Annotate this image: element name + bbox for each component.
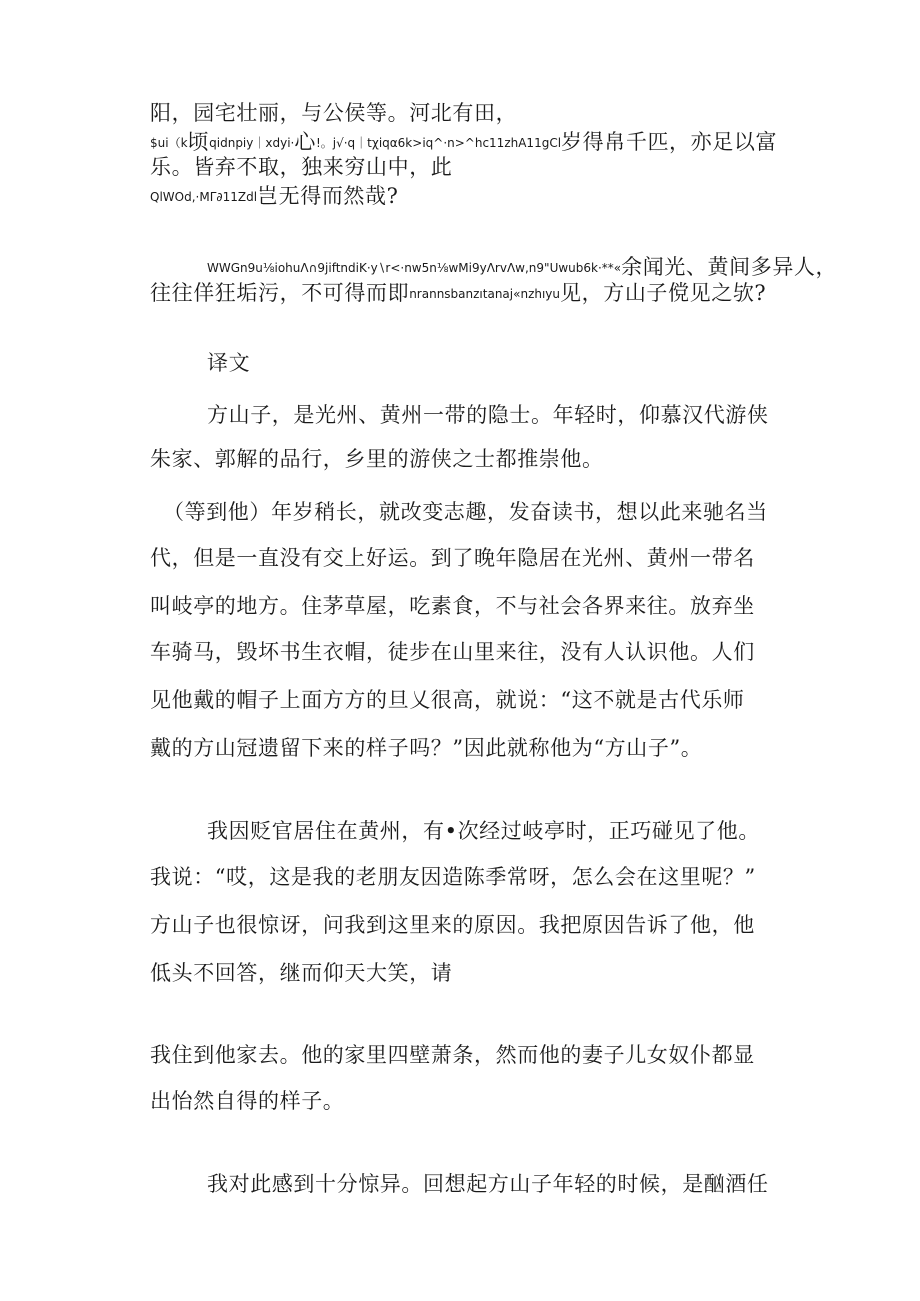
original-line — [150, 182, 399, 211]
original-text: 顷 — [187, 130, 210, 154]
ocr-noise-text: nrannsbanzıtanaj«nzhıyu — [409, 287, 561, 301]
original-text: 见，方山子傥见之欤? — [560, 281, 767, 305]
ocr-noise-text: $ui（k — [150, 136, 188, 150]
translation-line: 我说：“哎，这是我的老朋友因造陈季常呀，怎么会在这里呢？” — [150, 865, 756, 889]
translation-line: 车骑马，毁坏书生衣帽，徒步在山里来往，没有人认识他。人们 — [150, 640, 755, 664]
translation-heading: 译文 — [207, 351, 251, 375]
translation-line: 朱家、郭解的品行，乡里的游侠之士都推崇他。 — [150, 447, 604, 471]
translation-line: 方山子也很惊讶，问我到这里来的原因。我把原因告诉了他，他 — [150, 913, 755, 937]
translation-line: 我因贬官居住在黄州，有•次经过岐亭时，正巧碰见了他。 — [207, 819, 760, 843]
translation-line: （等到他）年岁稍长，就改变志趣，发奋读书，想以此来驰名当 — [163, 500, 768, 524]
translation-line: 出怡然自得的样子。 — [150, 1089, 345, 1113]
original-text: 阳，园宅壮丽，与公侯等。河北有田， — [150, 101, 518, 125]
translation-line: 低头不回答，继而仰天大笑，请 — [150, 961, 453, 985]
original-text: 岁得帛千匹，亦足以富 — [561, 130, 778, 154]
ocr-noise-text: WWGn9u⅛iohuΛ∩9jiftndiK·y∖r<·nw5n⅛wMi9yΛrvΛw,n9"Uwub6k·**« — [207, 261, 622, 275]
ocr-noise-text: QlWOd,·MΓ∂11Zdl — [150, 190, 258, 204]
translation-line: 代，但是一直没有交上好运。到了晚年隐居在光州、黄州一带名 — [150, 546, 755, 570]
original-text: 余闻光、黄间多异人， — [621, 255, 838, 279]
original-text: 心 — [294, 130, 316, 154]
ocr-noise-text: !。j√·q｜tχiqα6k>iq^·n>^hc11zhA11gCl — [315, 136, 562, 150]
original-text: 往往佯狂垢污，不可得而即 — [150, 281, 410, 305]
ocr-noise-text: qidnpiy｜xdyi· — [209, 136, 295, 150]
original-text: 乐。皆弃不取，独来穷山中，此 — [150, 155, 453, 179]
original-line — [150, 153, 452, 181]
original-text: 岂无得而然哉? — [257, 184, 399, 208]
translation-line: 我住到他家去。他的家里四壁萧条，然而他的妻子儿女奴仆都显 — [150, 1043, 755, 1067]
translation-line: 戴的方山冠遗留下来的样子吗？”因此就称他为“方山子”。 — [150, 736, 703, 760]
original-line — [150, 99, 517, 127]
translation-line: 方山子，是光州、黄州一带的隐士。年轻时，仰慕汉代游侠 — [207, 403, 769, 427]
translation-line: 叫岐亭的地方。住茅草屋，吃素食，不与社会各界来往。放弃坐 — [150, 594, 755, 618]
original-line — [207, 253, 837, 282]
translation-line: 见他戴的帽子上面方方的旦乂很高，就说：“这不就是古代乐师 — [150, 688, 745, 712]
original-line — [150, 279, 766, 308]
translation-line: 我对此感到十分惊异。回想起方山子年轻的时候，是酗酒任 — [207, 1172, 769, 1196]
